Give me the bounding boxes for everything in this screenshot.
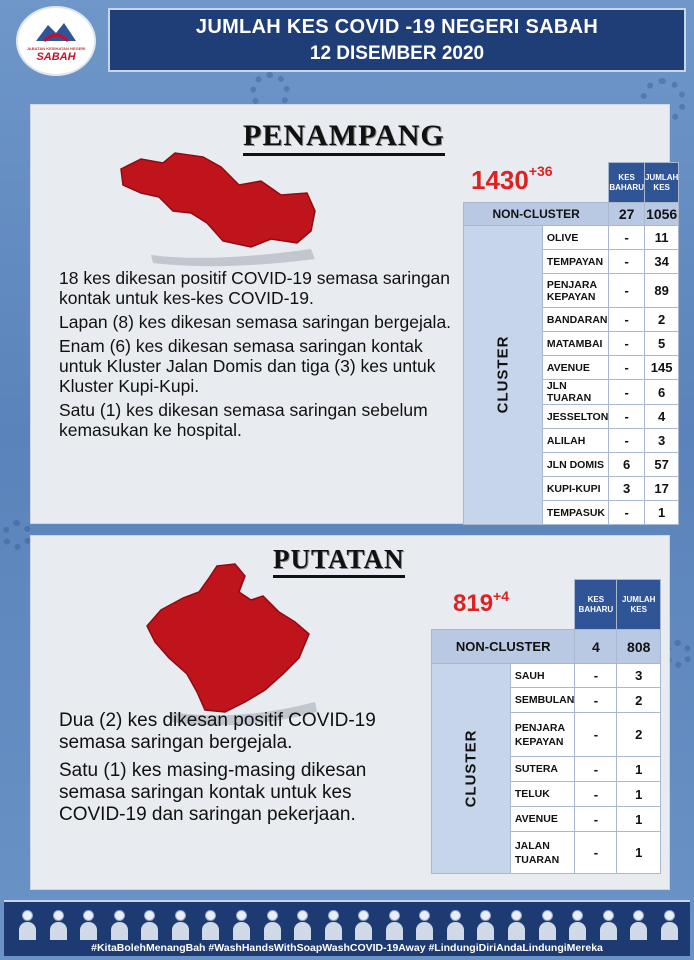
non-cluster-total: 1056 (644, 203, 678, 226)
cluster-total: 6 (644, 380, 678, 405)
district-title-putatan: PUTATAN (273, 544, 405, 578)
cluster-new: - (575, 807, 617, 832)
virus-decoration-icon (2, 520, 32, 550)
putatan-total-value: 819 (453, 590, 494, 617)
logo-org: JABATAN KESIHATAN NEGERI (26, 46, 86, 51)
cluster-new: - (575, 757, 617, 782)
penampang-description-line: Enam (6) kes dikesan semasa saringan kontak untuk Kluster Jalan Domis dan tiga (3) kes untuk Kluster Kupi-Kupi. (59, 336, 436, 396)
cluster-new: - (609, 429, 645, 453)
cluster-name: KUPI-KUPI (542, 477, 608, 501)
cluster-new: - (609, 332, 645, 356)
person-icon (629, 908, 647, 940)
cluster-new: 3 (609, 477, 645, 501)
cluster-new: 6 (609, 453, 645, 477)
cluster-new: - (609, 356, 645, 380)
table-row (464, 226, 679, 250)
non-cluster-new: 27 (609, 203, 645, 226)
cluster-total: 3 (644, 429, 678, 453)
page-header (108, 8, 686, 72)
cluster-total: 3 (617, 664, 661, 688)
frontliner-illustration (18, 904, 678, 940)
cluster-new: - (609, 250, 645, 274)
penampang-total-value: 1430 (471, 165, 529, 195)
cluster-name: JESSELTON (542, 405, 608, 429)
person-icon (140, 908, 158, 940)
page-title: JUMLAH KES COVID -19 NEGERI SABAH (195, 15, 599, 38)
footer-hashtags: #KitaBolehMenangBah #WashHandsWithSoapWashCOVID-19Away #LindungiDiriAndaLindungiMereka (91, 942, 603, 954)
person-icon (79, 908, 97, 940)
cluster-name: JLN TUARAN (542, 380, 608, 405)
person-icon (49, 908, 67, 940)
putatan-new-value: +4 (493, 588, 510, 604)
cluster-name: OLIVE (542, 226, 608, 250)
cluster-total: 1 (617, 832, 661, 874)
penampang-description-line: Lapan (8) kes dikesan semasa saringan bergejala. (59, 312, 452, 332)
cluster-total: 4 (644, 405, 678, 429)
person-icon (354, 908, 372, 940)
putatan-panel (30, 535, 670, 890)
col-header-total: JUMLAH KES (644, 163, 678, 203)
person-icon (415, 908, 433, 940)
cluster-total: 2 (617, 688, 661, 713)
cluster-total: 57 (644, 453, 678, 477)
person-icon (538, 908, 556, 940)
district-title-penampang: PENAMPANG (243, 119, 445, 156)
cluster-name: AVENUE (542, 356, 608, 380)
penampang-panel (30, 104, 679, 524)
penampang-new-value: +36 (528, 163, 553, 179)
penampang-description (59, 268, 454, 444)
cluster-new: - (575, 664, 617, 688)
putatan-cases-table (431, 579, 661, 874)
person-icon (263, 908, 281, 940)
col-header-new: KES BAHARU (575, 580, 617, 630)
cluster-name: JALAN TUARAN (510, 832, 575, 874)
cluster-new: - (575, 713, 617, 757)
col-header-total: JUMLAH KES (617, 580, 661, 630)
sabah-health-logo (16, 6, 96, 76)
person-icon (232, 908, 250, 940)
cluster-total: 1 (617, 757, 661, 782)
putatan-description (59, 710, 404, 832)
table-row (432, 664, 661, 688)
cluster-total: 11 (644, 226, 678, 250)
cluster-name: TELUK (510, 782, 575, 807)
sabah-health-logo-icon (34, 19, 78, 45)
cluster-total: 1 (617, 807, 661, 832)
cluster-name: TEMPASUK (542, 501, 608, 525)
cluster-total: 2 (617, 713, 661, 757)
person-icon (446, 908, 464, 940)
cluster-new: - (609, 501, 645, 525)
page-date: 12 DISEMBER 2020 (309, 42, 485, 64)
cluster-total: 34 (644, 250, 678, 274)
putatan-map-icon (139, 562, 319, 732)
cluster-name: SUTERA (510, 757, 575, 782)
cluster-name: BANDARAN (542, 308, 608, 332)
cluster-total: 17 (644, 477, 678, 501)
cluster-new: - (609, 405, 645, 429)
cluster-new: - (609, 308, 645, 332)
person-icon (599, 908, 617, 940)
cluster-name: TEMPAYAN (542, 250, 608, 274)
cluster-total: 145 (644, 356, 678, 380)
cluster-label: CLUSTER (464, 226, 543, 525)
cluster-name: PENJARA KEPAYAN (542, 274, 608, 308)
penampang-map-icon (111, 151, 321, 271)
cluster-label: CLUSTER (432, 664, 511, 874)
person-icon (568, 908, 586, 940)
person-icon (324, 908, 342, 940)
non-cluster-label: NON-CLUSTER (432, 630, 575, 664)
cluster-total: 5 (644, 332, 678, 356)
cluster-name: MATAMBAI (542, 332, 608, 356)
cluster-new: - (609, 226, 645, 250)
footer-banner (4, 900, 690, 956)
cluster-new: - (575, 782, 617, 807)
cluster-new: - (575, 832, 617, 874)
cluster-name: PENJARA KEPAYAN (510, 713, 575, 757)
cluster-name: SAUH (510, 664, 575, 688)
cluster-new: - (575, 688, 617, 713)
person-icon (385, 908, 403, 940)
cluster-new: - (609, 380, 645, 405)
person-icon (110, 908, 128, 940)
cluster-total: 1 (617, 782, 661, 807)
person-icon (293, 908, 311, 940)
cluster-name: SEMBULAN (510, 688, 575, 713)
person-icon (18, 908, 36, 940)
person-icon (660, 908, 678, 940)
cluster-name: AVENUE (510, 807, 575, 832)
person-icon (171, 908, 189, 940)
putatan-description-line: Dua (2) kes dikesan positif COVID-19 semasa saringan bergejala. (59, 710, 376, 753)
logo-name: SABAH (36, 51, 76, 63)
non-cluster-new: 4 (575, 630, 617, 664)
non-cluster-total: 808 (617, 630, 661, 664)
cluster-new: - (609, 274, 645, 308)
cluster-total: 2 (644, 308, 678, 332)
cluster-total: 89 (644, 274, 678, 308)
putatan-description-line: Satu (1) kes masing-masing dikesan semasa saringan kontak untuk kes COVID-19 dan saringan pekerjaan. (59, 760, 367, 825)
person-icon (476, 908, 494, 940)
person-icon (201, 908, 219, 940)
cluster-name: JLN DOMIS (542, 453, 608, 477)
non-cluster-label: NON-CLUSTER (464, 203, 609, 226)
penampang-description-line: 18 kes dikesan positif COVID-19 semasa saringan kontak untuk kes-kes COVID-19. (59, 268, 451, 308)
person-icon (507, 908, 525, 940)
penampang-cases-table (463, 162, 679, 525)
penampang-description-line: Satu (1) kes dikesan semasa saringan sebelum kemasukan ke hospital. (59, 400, 428, 440)
cluster-name: ALILAH (542, 429, 608, 453)
col-header-new: KES BAHARU (609, 163, 645, 203)
cluster-total: 1 (644, 501, 678, 525)
